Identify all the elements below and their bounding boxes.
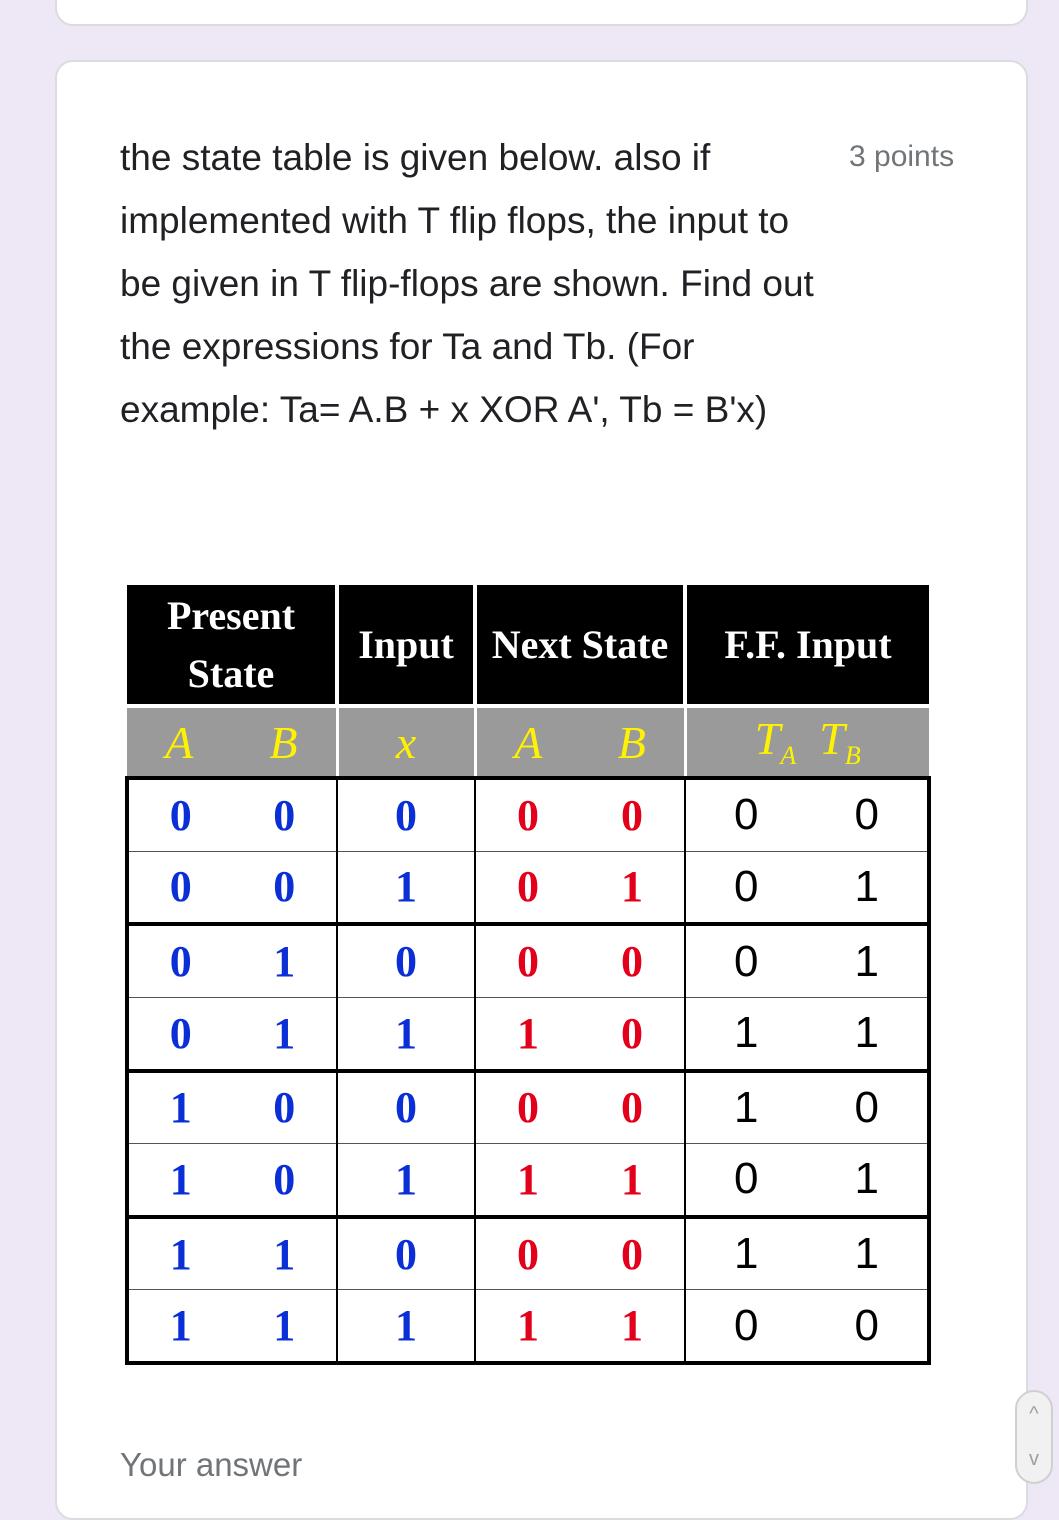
table-cell: 0 0	[475, 1217, 685, 1290]
answer-input[interactable]: Your answer	[120, 1446, 303, 1483]
table-cell: 1 1	[685, 997, 929, 1070]
table-cell: 0 0	[127, 778, 337, 851]
table-cell: 0 0	[475, 1071, 685, 1144]
scroll-navigator[interactable]	[1015, 1390, 1053, 1484]
table-cell: 0 1	[685, 924, 929, 997]
table-row	[127, 1144, 929, 1217]
table-cell: 0 1	[127, 924, 337, 997]
table-cell: 1 1	[127, 1217, 337, 1290]
table-row	[127, 1217, 929, 1290]
subheader-input: x	[337, 706, 475, 778]
table-cell: 1	[337, 997, 475, 1070]
table-cell: 0 0	[475, 924, 685, 997]
question-text: the state table is given below. also if implemented with T flip flops, the input to be given in T flip-flops are shown. Find out the expressions for Ta and Tb. (For example: Ta= A.B + x XOR A', Tb = B'x)	[120, 137, 814, 430]
table-cell: 0 0	[685, 1290, 929, 1363]
subheader-present: A B	[127, 706, 337, 778]
header-ff-input: F.F. Input	[685, 585, 929, 706]
header-input: Input	[337, 585, 475, 706]
table-row	[127, 851, 929, 924]
table-cell: 0	[337, 778, 475, 851]
table-row	[127, 924, 929, 997]
state-table-image	[125, 585, 931, 1365]
points-label: 3 points	[849, 140, 955, 173]
table-cell: 0	[337, 924, 475, 997]
header-present-state: Present State	[127, 585, 337, 706]
table-cell: 1 1	[475, 1290, 685, 1363]
table-cell: 0 1	[685, 1144, 929, 1217]
subheader-ff: $T_A$ $T_B$	[685, 706, 929, 778]
table-cell: 0 0	[127, 851, 337, 924]
table-cell: 1 0	[475, 997, 685, 1070]
header-next-state: Next State	[475, 585, 685, 706]
table-cell: 0 1	[685, 851, 929, 924]
table-cell: 1	[337, 851, 475, 924]
table-cell: 1 0	[127, 1071, 337, 1144]
scroll-down-icon[interactable]: v	[1029, 1448, 1039, 1470]
table-row	[127, 778, 929, 851]
table-cell: 0 1	[127, 997, 337, 1070]
table-cell: 0 0	[475, 778, 685, 851]
table-row	[127, 1071, 929, 1144]
scroll-up-icon[interactable]: ^	[1029, 1403, 1039, 1425]
table-cell: 1 0	[127, 1144, 337, 1217]
table-row	[127, 997, 929, 1070]
table-cell: 0	[337, 1217, 475, 1290]
subheader-next: A B	[475, 706, 685, 778]
table-row	[127, 1290, 929, 1363]
table-cell: 1	[337, 1144, 475, 1217]
table-cell: 1	[337, 1290, 475, 1363]
table-cell: 1 0	[685, 1071, 929, 1144]
table-cell: 0 0	[685, 778, 929, 851]
table-cell: 1 1	[127, 1290, 337, 1363]
table-cell: 0	[337, 1071, 475, 1144]
table-cell: 1 1	[685, 1217, 929, 1290]
previous-question-card	[55, 0, 1028, 26]
table-cell: 0 1	[475, 851, 685, 924]
table-cell: 1 1	[475, 1144, 685, 1217]
